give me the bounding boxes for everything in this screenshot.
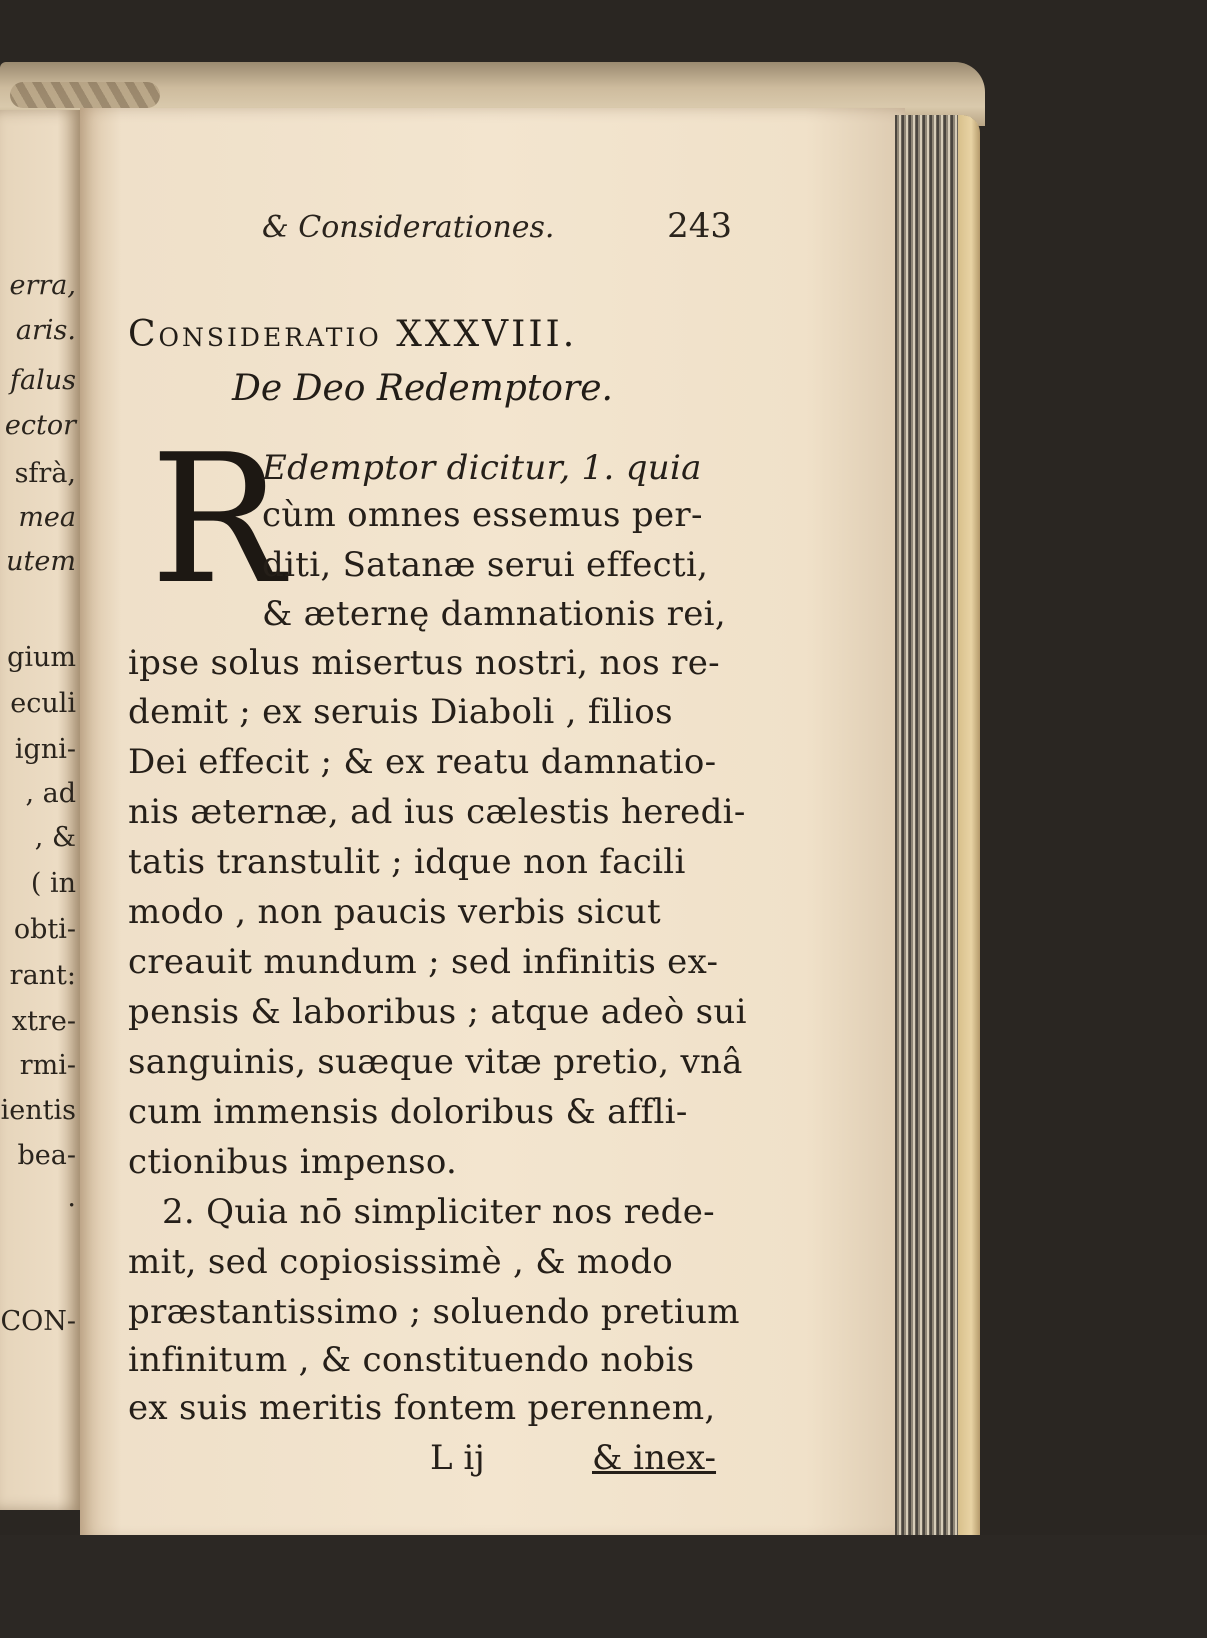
left-fragment: utem — [6, 546, 76, 577]
left-fragment: ( in — [30, 868, 76, 899]
left-fragment: erra, — [9, 270, 76, 301]
running-head-title: & Considerationes. — [262, 210, 555, 245]
left-fragment: rant: — [9, 960, 76, 991]
body-line: modo , non paucis verbis sicut — [128, 892, 661, 932]
left-fragment: aris. — [15, 315, 76, 346]
body-line: cum immensis doloribus & affli- — [128, 1092, 688, 1132]
body-line: nis æternæ, ad ius cælestis heredi- — [128, 792, 746, 832]
drop-cap: R — [150, 416, 285, 623]
body-line: cùm omnes essemus per- — [262, 495, 703, 535]
body-line: tatis transtulit ; idque non facili — [128, 842, 686, 882]
left-fragment: falus — [10, 365, 76, 396]
left-fragment: bea- — [17, 1140, 76, 1171]
left-fragment: rmi- — [19, 1050, 76, 1081]
left-fragment: igni- — [14, 734, 76, 765]
body-line: ex suis meritis fontem perennem, — [128, 1388, 716, 1428]
left-fragment: xtre- — [11, 1006, 76, 1037]
binding-cord — [10, 82, 160, 108]
left-fragment: ientis — [0, 1095, 76, 1126]
body-line: Edemptor dicitur, 1. quia — [262, 448, 702, 488]
body-line: ipse solus misertus nostri, nos re- — [128, 643, 720, 683]
left-fragment: , ad — [25, 778, 76, 809]
body-line: præstantissimo ; soluendo pretium — [128, 1292, 740, 1332]
left-fragment: mea — [18, 502, 76, 533]
running-head — [262, 206, 732, 246]
body-line: sanguinis, suæque vitæ pretio, vnâ — [128, 1042, 743, 1082]
body-line: & æternę damnationis rei, — [262, 594, 726, 634]
body-line: 2. Quia nō simpliciter nos rede- — [162, 1192, 715, 1232]
left-fragment: gium — [7, 642, 76, 673]
left-fragment: obti- — [13, 914, 76, 945]
background-shadow — [0, 1535, 1207, 1638]
left-fragment: sfrà, — [14, 458, 76, 489]
left-fragment: ector — [4, 410, 76, 441]
catchword: & inex- — [592, 1438, 717, 1478]
body-line: ctionibus impenso. — [128, 1142, 458, 1182]
signature-mark: L ij — [430, 1438, 485, 1478]
left-fragment: CON- — [0, 1306, 76, 1337]
page-number: 243 — [667, 206, 732, 246]
body-line: diti, Satanæ serui effecti, — [262, 545, 709, 585]
body-line: mit, sed copiosissimè , & modo — [128, 1242, 674, 1282]
left-page — [0, 110, 82, 1510]
body-line: demit ; ex seruis Diaboli , filios — [128, 692, 673, 732]
body-line: creauit mundum ; sed infinitis ex- — [128, 942, 719, 982]
chapter-heading: Consideratio XXXVIII. — [128, 314, 578, 355]
body-line: infinitum , & constituendo nobis — [128, 1340, 695, 1380]
chapter-subheading: De Deo Redemptore. — [232, 368, 613, 409]
page-edges — [895, 115, 980, 1555]
left-fragment: . — [67, 1182, 76, 1213]
body-line: Dei effecit ; & ex reatu damnatio- — [128, 742, 717, 782]
left-fragment: eculi — [10, 688, 76, 719]
left-fragment: , & — [34, 822, 76, 853]
body-line: pensis & laboribus ; atque adeò sui — [128, 992, 747, 1032]
